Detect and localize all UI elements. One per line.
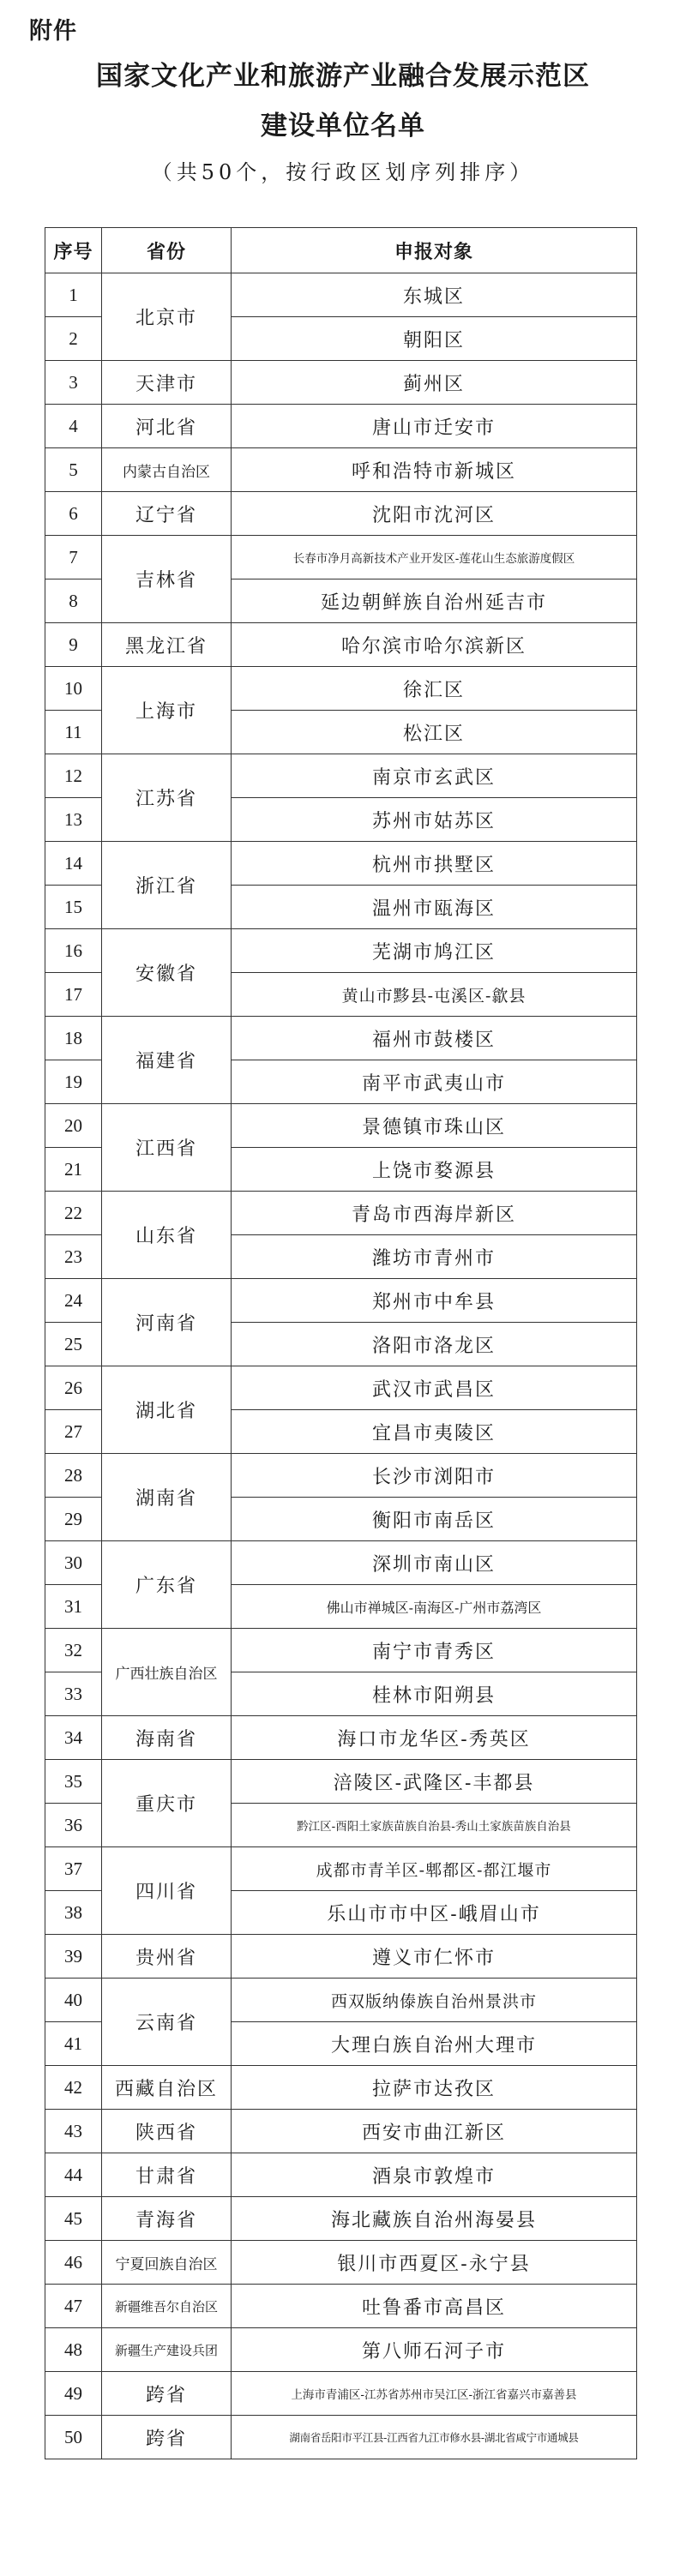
applicant-cell: 桂林市阳朔县: [232, 1672, 637, 1716]
row-number: 32: [45, 1629, 102, 1672]
applicant-cell: 哈尔滨市哈尔滨新区: [232, 623, 637, 667]
row-number: 9: [45, 623, 102, 667]
row-number: 20: [45, 1104, 102, 1148]
table-row: [45, 273, 637, 317]
table-row: [45, 2110, 637, 2153]
row-number: 8: [45, 579, 102, 623]
province-cell: 黑龙江省: [102, 623, 232, 667]
table-row: [45, 623, 637, 667]
row-number: 16: [45, 929, 102, 973]
applicant-cell: 长沙市浏阳市: [232, 1454, 637, 1498]
table-row: [45, 2066, 637, 2110]
province-cell: 宁夏回族自治区: [102, 2241, 232, 2285]
row-number: 4: [45, 405, 102, 448]
province-cell: 辽宁省: [102, 492, 232, 536]
table-row: [45, 1716, 637, 1760]
province-cell: 安徽省: [102, 929, 232, 1017]
row-number: 13: [45, 798, 102, 842]
applicant-cell: 青岛市西海岸新区: [232, 1192, 637, 1235]
province-cell: 甘肃省: [102, 2153, 232, 2197]
applicant-cell: 长春市净月高新技术产业开发区-莲花山生态旅游度假区: [232, 536, 637, 579]
table-row: [45, 2197, 637, 2241]
column-header-province: 省份: [102, 228, 232, 273]
applicant-cell: 延边朝鲜族自治州延吉市: [232, 579, 637, 623]
column-header-number: 序号: [45, 228, 102, 273]
table-row: [45, 405, 637, 448]
applicant-cell: 南平市武夷山市: [232, 1060, 637, 1104]
table-row: [45, 2285, 637, 2328]
row-number: 50: [45, 2416, 102, 2459]
applicant-cell: 洛阳市洛龙区: [232, 1323, 637, 1366]
province-cell: 江苏省: [102, 754, 232, 842]
document-subtitle: （共50个，按行政区划序列排序）: [151, 160, 535, 184]
applicant-cell: 杭州市拱墅区: [232, 842, 637, 886]
row-number: 29: [45, 1498, 102, 1541]
row-number: 46: [45, 2241, 102, 2285]
row-number: 36: [45, 1804, 102, 1847]
row-number: 44: [45, 2153, 102, 2197]
applicant-cell: 深圳市南山区: [232, 1541, 637, 1585]
province-cell: 贵州省: [102, 1935, 232, 1979]
applicant-cell: 芜湖市鸠江区: [232, 929, 637, 973]
applicant-cell: 第八师石河子市: [232, 2328, 637, 2372]
province-cell: 河北省: [102, 405, 232, 448]
row-number: 14: [45, 842, 102, 886]
row-number: 27: [45, 1410, 102, 1454]
applicant-cell: 武汉市武昌区: [232, 1366, 637, 1410]
row-number: 23: [45, 1235, 102, 1279]
row-number: 12: [45, 754, 102, 798]
province-cell: 山东省: [102, 1192, 232, 1279]
document-title-line2: 建设单位名单: [261, 111, 425, 141]
row-number: 15: [45, 886, 102, 929]
applicant-cell: 衡阳市南岳区: [232, 1498, 637, 1541]
table-row: [45, 929, 637, 973]
table-row: [45, 536, 637, 579]
row-number: 6: [45, 492, 102, 536]
province-cell: 重庆市: [102, 1760, 232, 1847]
applicant-cell: 景德镇市珠山区: [232, 1104, 637, 1148]
row-number: 2: [45, 317, 102, 361]
applicant-cell: 朝阳区: [232, 317, 637, 361]
province-cell: 吉林省: [102, 536, 232, 623]
row-number: 24: [45, 1279, 102, 1323]
table-row: [45, 667, 637, 711]
applicant-cell: 拉萨市达孜区: [232, 2066, 637, 2110]
table-row: [45, 1454, 637, 1498]
applicant-cell: 湖南省岳阳市平江县-江西省九江市修水县-湖北省咸宁市通城县: [232, 2416, 637, 2459]
row-number: 25: [45, 1323, 102, 1366]
applicant-cell: 银川市西夏区-永宁县: [232, 2241, 637, 2285]
province-cell: 青海省: [102, 2197, 232, 2241]
table-row: [45, 1935, 637, 1979]
province-cell: 湖南省: [102, 1454, 232, 1541]
applicant-cell: 徐汇区: [232, 667, 637, 711]
row-number: 48: [45, 2328, 102, 2372]
row-number: 37: [45, 1847, 102, 1891]
applicant-cell: 沈阳市沈河区: [232, 492, 637, 536]
table-header-row: [45, 228, 637, 273]
applicant-cell: 大理白族自治州大理市: [232, 2022, 637, 2066]
applicant-cell: 上海市青浦区-江苏省苏州市吴江区-浙江省嘉兴市嘉善县: [232, 2372, 637, 2416]
row-number: 1: [45, 273, 102, 317]
row-number: 41: [45, 2022, 102, 2066]
table-row: [45, 361, 637, 405]
applicant-cell: 呼和浩特市新城区: [232, 448, 637, 492]
applicant-cell: 唐山市迁安市: [232, 405, 637, 448]
applicant-cell: 酒泉市敦煌市: [232, 2153, 637, 2197]
province-cell: 江西省: [102, 1104, 232, 1192]
row-number: 31: [45, 1585, 102, 1629]
row-number: 10: [45, 667, 102, 711]
table-row: [45, 842, 637, 886]
applicant-cell: 黔江区-酉阳土家族苗族自治县-秀山土家族苗族自治县: [232, 1804, 637, 1847]
row-number: 33: [45, 1672, 102, 1716]
province-cell: 内蒙古自治区: [102, 448, 232, 492]
table-row: [45, 2241, 637, 2285]
applicant-cell: 潍坊市青州市: [232, 1235, 637, 1279]
applicant-cell: 东城区: [232, 273, 637, 317]
applicant-cell: 宜昌市夷陵区: [232, 1410, 637, 1454]
applicant-cell: 上饶市婺源县: [232, 1148, 637, 1192]
province-cell: 天津市: [102, 361, 232, 405]
province-cell: 福建省: [102, 1017, 232, 1104]
row-number: 35: [45, 1760, 102, 1804]
row-number: 47: [45, 2285, 102, 2328]
province-cell: 跨省: [102, 2372, 232, 2416]
applicant-cell: 西安市曲江新区: [232, 2110, 637, 2153]
province-cell: 浙江省: [102, 842, 232, 929]
row-number: 39: [45, 1935, 102, 1979]
table-row: [45, 1979, 637, 2022]
applicant-cell: 黄山市黟县-屯溪区-歙县: [232, 973, 637, 1017]
row-number: 28: [45, 1454, 102, 1498]
table-body: [45, 273, 637, 2459]
table-row: [45, 1541, 637, 1585]
table-row: [45, 1279, 637, 1323]
table-row: [45, 2416, 637, 2459]
unit-list-table: [45, 227, 637, 2459]
row-number: 45: [45, 2197, 102, 2241]
province-cell: 四川省: [102, 1847, 232, 1935]
attachment-label: 附件: [29, 18, 77, 45]
applicant-cell: 蓟州区: [232, 361, 637, 405]
province-cell: 海南省: [102, 1716, 232, 1760]
province-cell: 陕西省: [102, 2110, 232, 2153]
table-row: [45, 2372, 637, 2416]
province-cell: 西藏自治区: [102, 2066, 232, 2110]
row-number: 18: [45, 1017, 102, 1060]
table-row: [45, 1847, 637, 1891]
row-number: 30: [45, 1541, 102, 1585]
applicant-cell: 涪陵区-武隆区-丰都县: [232, 1760, 637, 1804]
province-cell: 上海市: [102, 667, 232, 754]
row-number: 26: [45, 1366, 102, 1410]
row-number: 22: [45, 1192, 102, 1235]
applicant-cell: 乐山市市中区-峨眉山市: [232, 1891, 637, 1935]
row-number: 34: [45, 1716, 102, 1760]
row-number: 42: [45, 2066, 102, 2110]
applicant-cell: 西双版纳傣族自治州景洪市: [232, 1979, 637, 2022]
row-number: 43: [45, 2110, 102, 2153]
table-row: [45, 1629, 637, 1672]
applicant-cell: 南京市玄武区: [232, 754, 637, 798]
row-number: 40: [45, 1979, 102, 2022]
table-row: [45, 2328, 637, 2372]
table-header: [45, 228, 637, 273]
row-number: 3: [45, 361, 102, 405]
province-cell: 湖北省: [102, 1366, 232, 1454]
province-cell: 新疆生产建设兵团: [102, 2328, 232, 2372]
row-number: 21: [45, 1148, 102, 1192]
applicant-cell: 苏州市姑苏区: [232, 798, 637, 842]
document-title-line1: 国家文化产业和旅游产业融合发展示范区: [96, 61, 590, 92]
applicant-cell: 吐鲁番市高昌区: [232, 2285, 637, 2328]
applicant-cell: 福州市鼓楼区: [232, 1017, 637, 1060]
applicant-cell: 南宁市青秀区: [232, 1629, 637, 1672]
table-row: [45, 1366, 637, 1410]
applicant-cell: 遵义市仁怀市: [232, 1935, 637, 1979]
row-number: 17: [45, 973, 102, 1017]
row-number: 11: [45, 711, 102, 754]
row-number: 7: [45, 536, 102, 579]
applicant-cell: 松江区: [232, 711, 637, 754]
province-cell: 河南省: [102, 1279, 232, 1366]
province-cell: 广东省: [102, 1541, 232, 1629]
table-row: [45, 492, 637, 536]
applicant-cell: 海北藏族自治州海晏县: [232, 2197, 637, 2241]
column-header-applicant: 申报对象: [232, 228, 637, 273]
row-number: 49: [45, 2372, 102, 2416]
applicant-cell: 温州市瓯海区: [232, 886, 637, 929]
table-row: [45, 1104, 637, 1148]
province-cell: 新疆维吾尔自治区: [102, 2285, 232, 2328]
province-cell: 北京市: [102, 273, 232, 361]
province-cell: 跨省: [102, 2416, 232, 2459]
applicant-cell: 海口市龙华区-秀英区: [232, 1716, 637, 1760]
row-number: 19: [45, 1060, 102, 1104]
table-row: [45, 2153, 637, 2197]
table-row: [45, 1760, 637, 1804]
row-number: 38: [45, 1891, 102, 1935]
province-cell: 云南省: [102, 1979, 232, 2066]
province-cell: 广西壮族自治区: [102, 1629, 232, 1716]
applicant-cell: 成都市青羊区-郫都区-都江堰市: [232, 1847, 637, 1891]
applicant-cell: 郑州市中牟县: [232, 1279, 637, 1323]
row-number: 5: [45, 448, 102, 492]
table-row: [45, 1192, 637, 1235]
table-row: [45, 1017, 637, 1060]
applicant-cell: 佛山市禅城区-南海区-广州市荔湾区: [232, 1585, 637, 1629]
table-row: [45, 448, 637, 492]
table-row: [45, 754, 637, 798]
